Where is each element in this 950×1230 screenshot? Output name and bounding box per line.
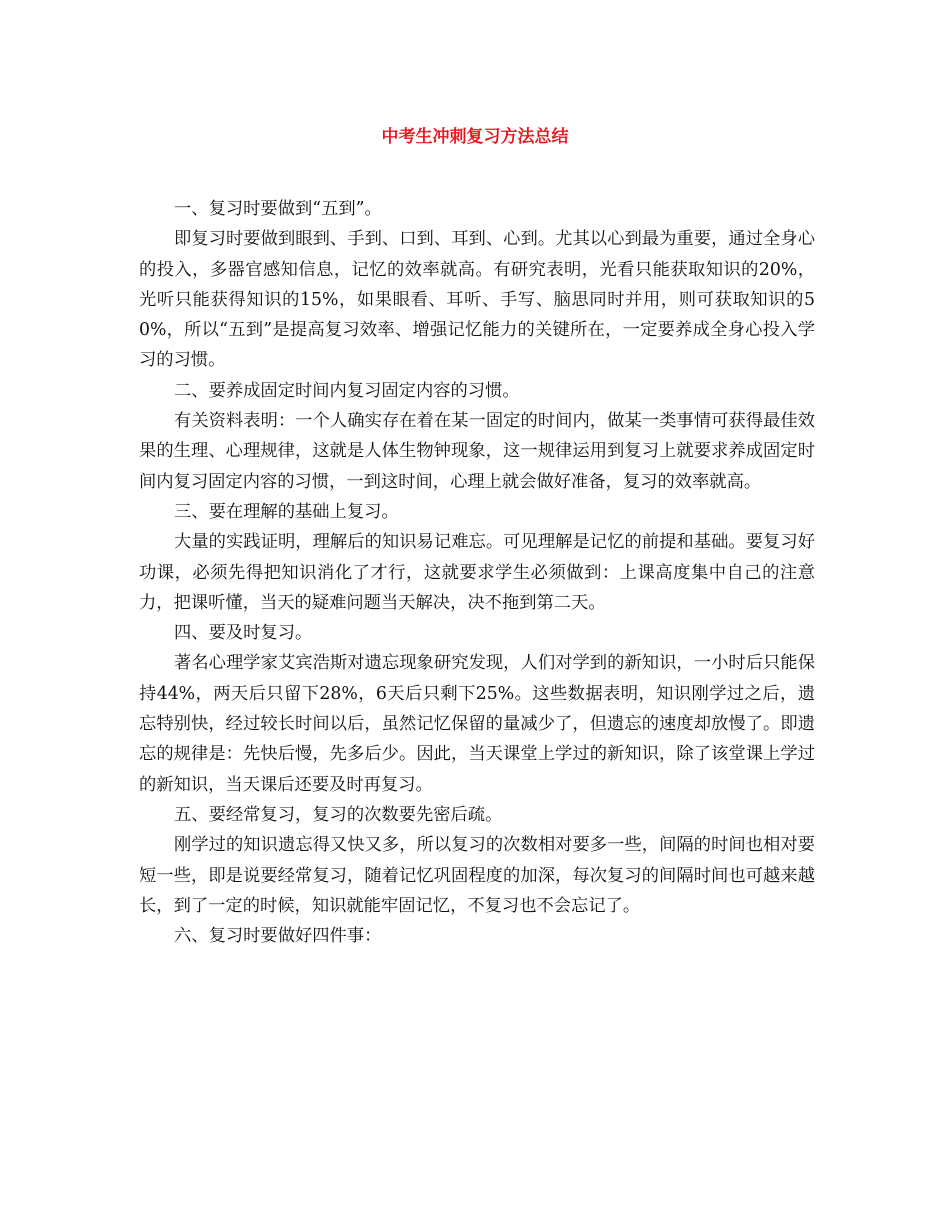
section-heading-6: 六、复习时要做好四件事： — [174, 926, 382, 947]
section-heading-5: 五、要经常复习，复习的次数要先密后疏。 — [174, 804, 503, 825]
document-body — [139, 194, 815, 951]
section-heading-2: 二、要养成固定时间内复习固定内容的习惯。 — [174, 380, 520, 401]
paragraph-4: 著名心理学家艾宾浩斯对遗忘现象研究发现，人们对学到的新知识，一小时后只能保持44%，两天后只留下28%，6天后只剩下25%。这些数据表明，知识刚学过之后，遗忘特别快，经过较长时间以后，虽然记忆保留的量减少了，但遗忘的速度却放慢了。即遗忘的规律是：先快后慢，先多后少。因此，当天课堂上学过的新知识，除了该堂课上学过的新知识，当天课后还要及时再复习。 — [139, 653, 815, 795]
section-heading-4: 四、要及时复习。 — [174, 623, 313, 644]
section-heading-3: 三、要在理解的基础上复习。 — [174, 501, 399, 522]
document-title: 中考生冲刺复习方法总结 — [381, 127, 569, 147]
section-heading-1: 一、复习时要做到“五到”。 — [174, 199, 382, 219]
paragraph-2: 有关资料表明：一个人确实存在着在某一固定的时间内，做某一类事情可获得最佳效果的生理、心理规律，这就是人体生物钟现象，这一规律运用到复习上就要求养成固定时间内复习固定内容的习惯，一到这时间，心理上就会做好准备，复习的效率就高。 — [139, 411, 815, 492]
paragraph-1: 即复习时要做到眼到、手到、口到、耳到、心到。尤其以心到最为重要，通过全身心的投入，多器官感知信息，记忆的效率就高。有研究表明，光看只能获取知识的20%，光听只能获得知识的15%，如果眼看、耳听、手写、脑思同时并用，则可获取知识的50%，所以“五到”是提高复习效率、增强记忆能力的关键所在，一定要养成全身心投入学习的习惯。 — [139, 229, 815, 371]
paragraph-5: 刚学过的知识遗忘得又快又多，所以复习的次数相对要多一些，间隔的时间也相对要短一些，即是说要经常复习，随着记忆巩固程度的加深，每次复习的间隔时间也可越来越长，到了一定的时候，知识就能牢固记忆，不复习也不会忘记了。 — [139, 835, 815, 916]
paragraph-3: 大量的实践证明，理解后的知识易记难忘。可见理解是记忆的前提和基础。要复习好功课，必须先得把知识消化了才行，这就要求学生必须做到：上课高度集中自己的注意力，把课听懂，当天的疑难问题当天解决，决不拖到第二天。 — [139, 532, 815, 613]
